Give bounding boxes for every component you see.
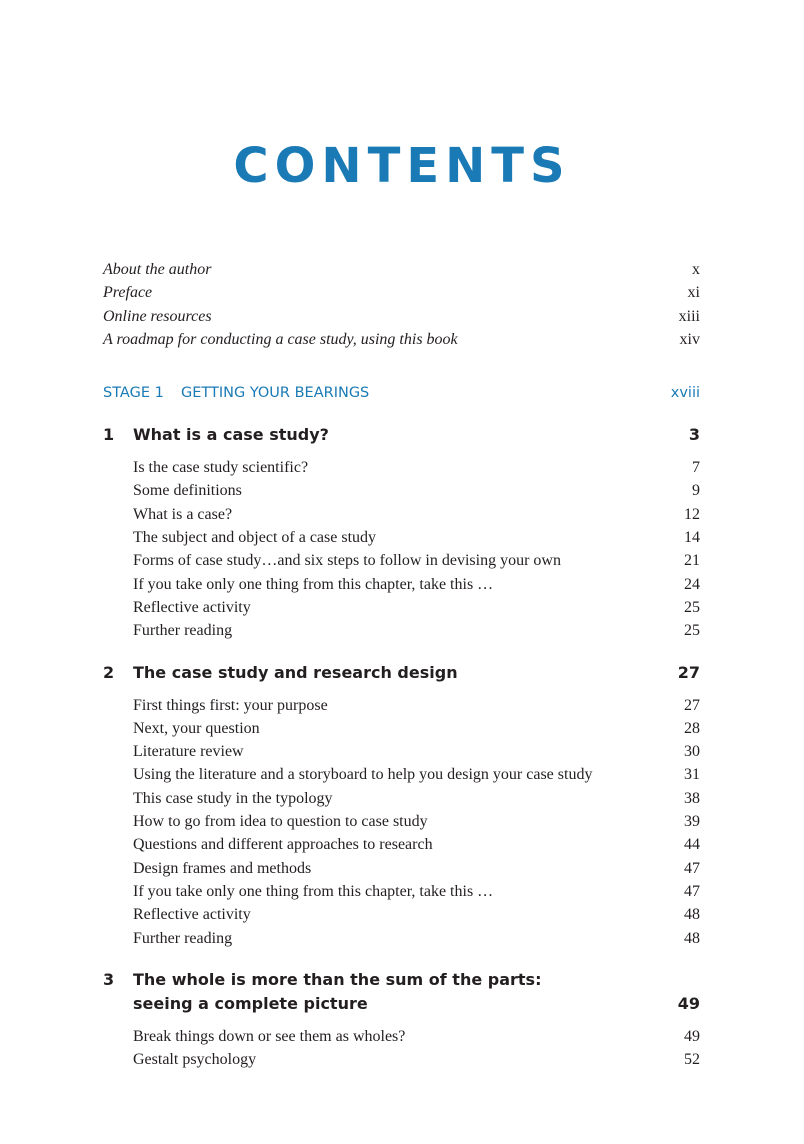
section-page: 9	[692, 482, 700, 500]
section-label: The subject and object of a case study	[133, 529, 377, 547]
section-label: What is a case?	[133, 505, 233, 523]
section-entry	[103, 549, 700, 572]
section-page: 25	[684, 598, 700, 616]
section-entry	[103, 763, 700, 786]
section-page: 48	[684, 906, 700, 924]
chapter-number: 3	[103, 969, 115, 989]
section-label: Reflective activity	[133, 906, 251, 924]
stage-page: xviii	[670, 385, 700, 402]
section-entry	[103, 810, 700, 833]
section-entry	[103, 857, 700, 880]
chapter-heading	[103, 968, 700, 1016]
section-label: First things first: your purpose	[133, 696, 328, 714]
section-label: Gestalt psychology	[133, 1051, 257, 1069]
section-entry	[103, 1025, 700, 1048]
chapter-number: 1	[103, 425, 115, 445]
section-page: 7	[692, 459, 700, 477]
section-page: 28	[684, 719, 700, 737]
section-page: 49	[684, 1027, 700, 1045]
stage-number: STAGE 1	[103, 385, 164, 402]
section-label: Using the literature and a storyboard to help you design your case study	[133, 766, 593, 784]
front-matter-entry	[103, 305, 700, 328]
chapter-page: 3	[688, 425, 700, 445]
section-label: If you take only one thing from this chapter, take this …	[133, 575, 494, 593]
entry-label: A roadmap for conducting a case study, using this book	[103, 330, 458, 348]
section-label: Further reading	[133, 622, 233, 640]
section-page: 48	[684, 929, 700, 947]
section-list	[103, 456, 700, 642]
chapter-page: 27	[677, 662, 700, 682]
entry-page: xi	[687, 284, 700, 302]
section-label: Some definitions	[133, 482, 242, 500]
section-label: Questions and different approaches to research	[133, 836, 433, 854]
section-page: 27	[684, 696, 700, 714]
section-entry	[103, 787, 700, 810]
section-label: How to go from idea to question to case study	[133, 813, 428, 831]
section-list	[103, 694, 700, 950]
section-label: Literature review	[133, 743, 244, 761]
stage-heading	[103, 381, 700, 405]
section-page: 12	[684, 505, 700, 523]
section-page: 47	[684, 882, 700, 900]
section-entry	[103, 833, 700, 856]
section-entry	[103, 619, 700, 642]
section-page: 24	[684, 575, 700, 593]
stage-name: GETTING YOUR BEARINGS	[181, 385, 370, 402]
front-matter-list	[103, 258, 700, 351]
chapter-page: 49	[677, 993, 700, 1013]
section-entry	[103, 740, 700, 763]
section-label: This case study in the typology	[133, 789, 333, 807]
section-label: Is the case study scientific?	[133, 459, 309, 477]
page-title: CONTENTS	[233, 138, 571, 194]
section-entry	[103, 526, 700, 549]
section-page: 38	[684, 789, 700, 807]
section-entry	[103, 717, 700, 740]
entry-label: About the author	[103, 261, 212, 278]
section-entry	[103, 479, 700, 502]
section-entry	[103, 503, 700, 526]
section-label: Further reading	[133, 929, 233, 947]
front-matter-entry	[103, 258, 700, 281]
chapter-number: 2	[103, 662, 115, 682]
section-label: Forms of case study…and six steps to follow in devising your own	[133, 552, 561, 570]
entry-label: Online resources	[103, 307, 212, 325]
section-label: Design frames and methods	[133, 859, 312, 877]
section-page: 39	[684, 813, 700, 831]
section-entry	[103, 573, 700, 596]
front-matter-entry	[103, 281, 700, 304]
chapter-title: What is a case study?	[133, 425, 329, 445]
entry-page: xiii	[678, 307, 700, 325]
section-page: 14	[684, 529, 700, 547]
section-label: Reflective activity	[133, 598, 251, 616]
chapter-heading	[103, 661, 700, 685]
section-page: 25	[684, 622, 700, 640]
section-entry	[103, 880, 700, 903]
section-page: 21	[684, 552, 700, 570]
entry-label: Preface	[103, 284, 153, 302]
section-label: Break things down or see them as wholes?	[133, 1027, 406, 1045]
section-label: If you take only one thing from this chapter, take this …	[133, 882, 494, 900]
section-entry	[103, 694, 700, 717]
section-entry	[103, 903, 700, 926]
entry-page: xiv	[679, 330, 700, 348]
section-page: 30	[684, 743, 700, 761]
front-matter-entry	[103, 328, 700, 351]
table-of-contents	[103, 258, 700, 1071]
chapter-title: The whole is more than the sum of the parts: seeing a complete picture	[133, 969, 542, 1013]
section-entry	[103, 927, 700, 950]
section-list	[103, 1025, 700, 1072]
section-entry	[103, 596, 700, 619]
section-page: 47	[684, 859, 700, 877]
section-page: 44	[684, 836, 700, 854]
section-page: 31	[684, 766, 700, 784]
entry-page: x	[692, 261, 700, 278]
chapter-heading	[103, 423, 700, 447]
section-page: 52	[684, 1051, 700, 1069]
section-entry	[103, 1048, 700, 1071]
section-entry	[103, 456, 700, 479]
chapter-title: The case study and research design	[133, 662, 458, 682]
section-label: Next, your question	[133, 719, 260, 737]
